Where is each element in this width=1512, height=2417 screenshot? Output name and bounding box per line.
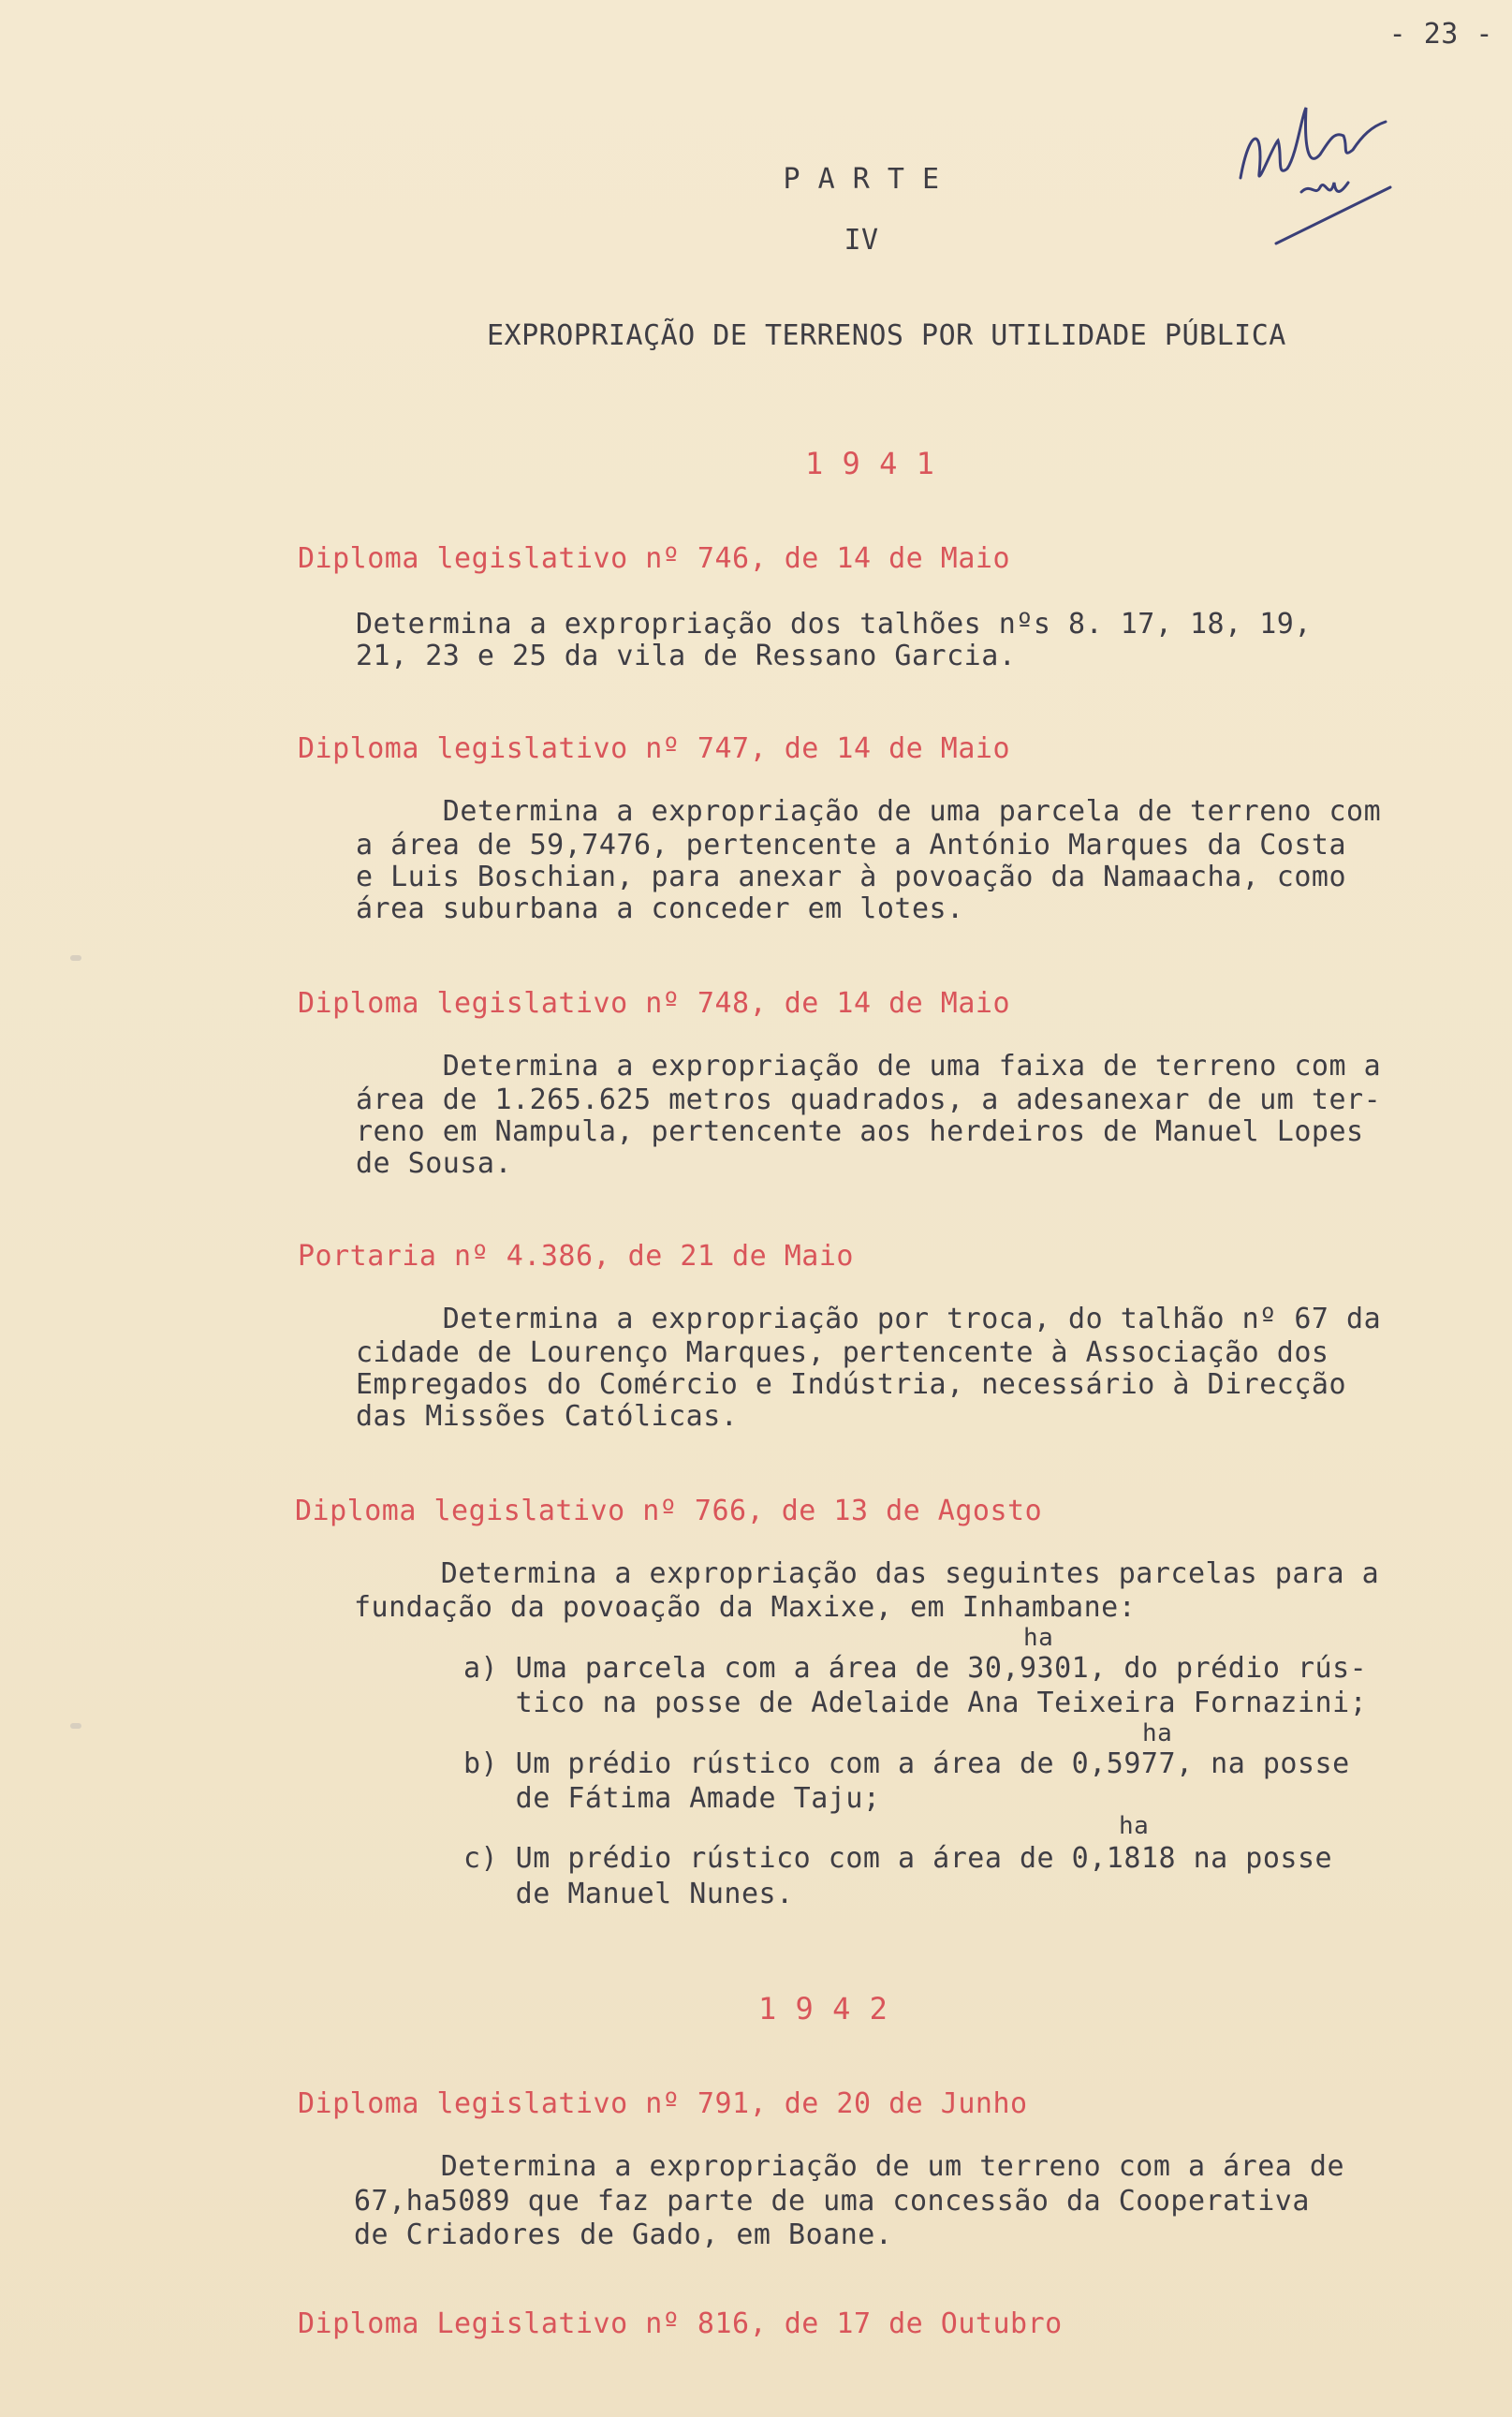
- year-heading: 1 9 4 1: [805, 446, 935, 481]
- punch-hole: [70, 1723, 81, 1729]
- list-item-line: b) Um prédio rústico com a área de 0,5977, na posse: [463, 1747, 1350, 1780]
- entry-heading: Diploma Legislativo nº 816, de 17 de Outubro: [298, 2307, 1063, 2340]
- entry-text-line: área suburbana a conceder em lotes.: [356, 892, 964, 925]
- entry-text-line: das Missões Católicas.: [356, 1400, 739, 1433]
- entry-heading: Diploma legislativo nº 766, de 13 de Agosto: [295, 1495, 1043, 1527]
- entry-heading: Diploma legislativo nº 748, de 14 de Maio: [298, 987, 1011, 1020]
- entry-text-line: de Criadores de Gado, em Boane.: [354, 2218, 893, 2251]
- entry-text-line: reno em Nampula, pertencente aos herdeiros de Manuel Lopes: [356, 1115, 1364, 1148]
- entry-text-line: Determina a expropriação por troca, do talhão nº 67 da: [356, 1303, 1382, 1335]
- entry-heading: Diploma legislativo nº 747, de 14 de Maio: [298, 732, 1011, 765]
- entry-heading: Diploma legislativo nº 791, de 20 de Junho: [298, 2087, 1028, 2120]
- entry-text-line: fundação da povoação da Maxixe, em Inhambane:: [354, 1591, 1137, 1624]
- entry-text-line: Empregados do Comércio e Indústria, necessário à Direcção: [356, 1368, 1347, 1401]
- area-unit-superscript: ha: [1142, 1719, 1173, 1747]
- entry-text-line: Determina a expropriação de uma parcela de terreno com: [356, 795, 1382, 828]
- page-number: - 23 -: [1388, 18, 1493, 51]
- entry-text-line: 67,ha5089 que faz parte de uma concessão da Cooperativa: [354, 2185, 1310, 2218]
- entry-text-line: Determina a expropriação das seguintes parcelas para a: [354, 1557, 1380, 1590]
- entry-text-line: de Sousa.: [356, 1147, 513, 1180]
- entry-text-line: 21, 23 e 25 da vila de Ressano Garcia.: [356, 640, 1017, 672]
- year-heading: 1 9 4 2: [758, 1991, 888, 2026]
- part-label: P A R T E: [783, 163, 940, 196]
- list-item-line: a) Uma parcela com a área de 30,9301, do prédio rús-: [463, 1652, 1368, 1685]
- document-title: EXPROPRIAÇÃO DE TERRENOS POR UTILIDADE PÚBLICA: [487, 319, 1286, 352]
- entry-heading: Diploma legislativo nº 746, de 14 de Maio: [298, 542, 1011, 575]
- list-item-line: de Manuel Nunes.: [463, 1878, 794, 1910]
- area-unit-superscript: ha: [1023, 1624, 1054, 1652]
- entry-heading: Portaria nº 4.386, de 21 de Maio: [298, 1240, 854, 1273]
- entry-text-line: área de 1.265.625 metros quadrados, a adesanexar de um ter-: [356, 1083, 1382, 1116]
- entry-text-line: Determina a expropriação dos talhões nºs 8. 17, 18, 19,: [356, 608, 1312, 641]
- area-unit-superscript: ha: [1119, 1812, 1150, 1840]
- entry-text-line: cidade de Lourenço Marques, pertencente à Associação dos: [356, 1336, 1329, 1369]
- handwritten-signature: [1231, 89, 1400, 258]
- list-item-line: de Fátima Amade Taju;: [463, 1782, 881, 1815]
- entry-text-line: e Luis Boschian, para anexar à povoação da Namaacha, como: [356, 861, 1347, 893]
- entry-text-line: a área de 59,7476, pertencente a António Marques da Costa: [356, 829, 1347, 862]
- list-item-line: c) Um prédio rústico com a área de 0,1818 na posse: [463, 1842, 1333, 1875]
- entry-text-line: Determina a expropriação de um terreno com a área de: [354, 2150, 1345, 2183]
- list-item-line: tico na posse de Adelaide Ana Teixeira Fornazini;: [463, 1687, 1368, 1719]
- entry-text-line: Determina a expropriação de uma faixa de terreno com a: [356, 1050, 1382, 1083]
- punch-hole: [70, 955, 81, 961]
- part-number: IV: [844, 224, 879, 257]
